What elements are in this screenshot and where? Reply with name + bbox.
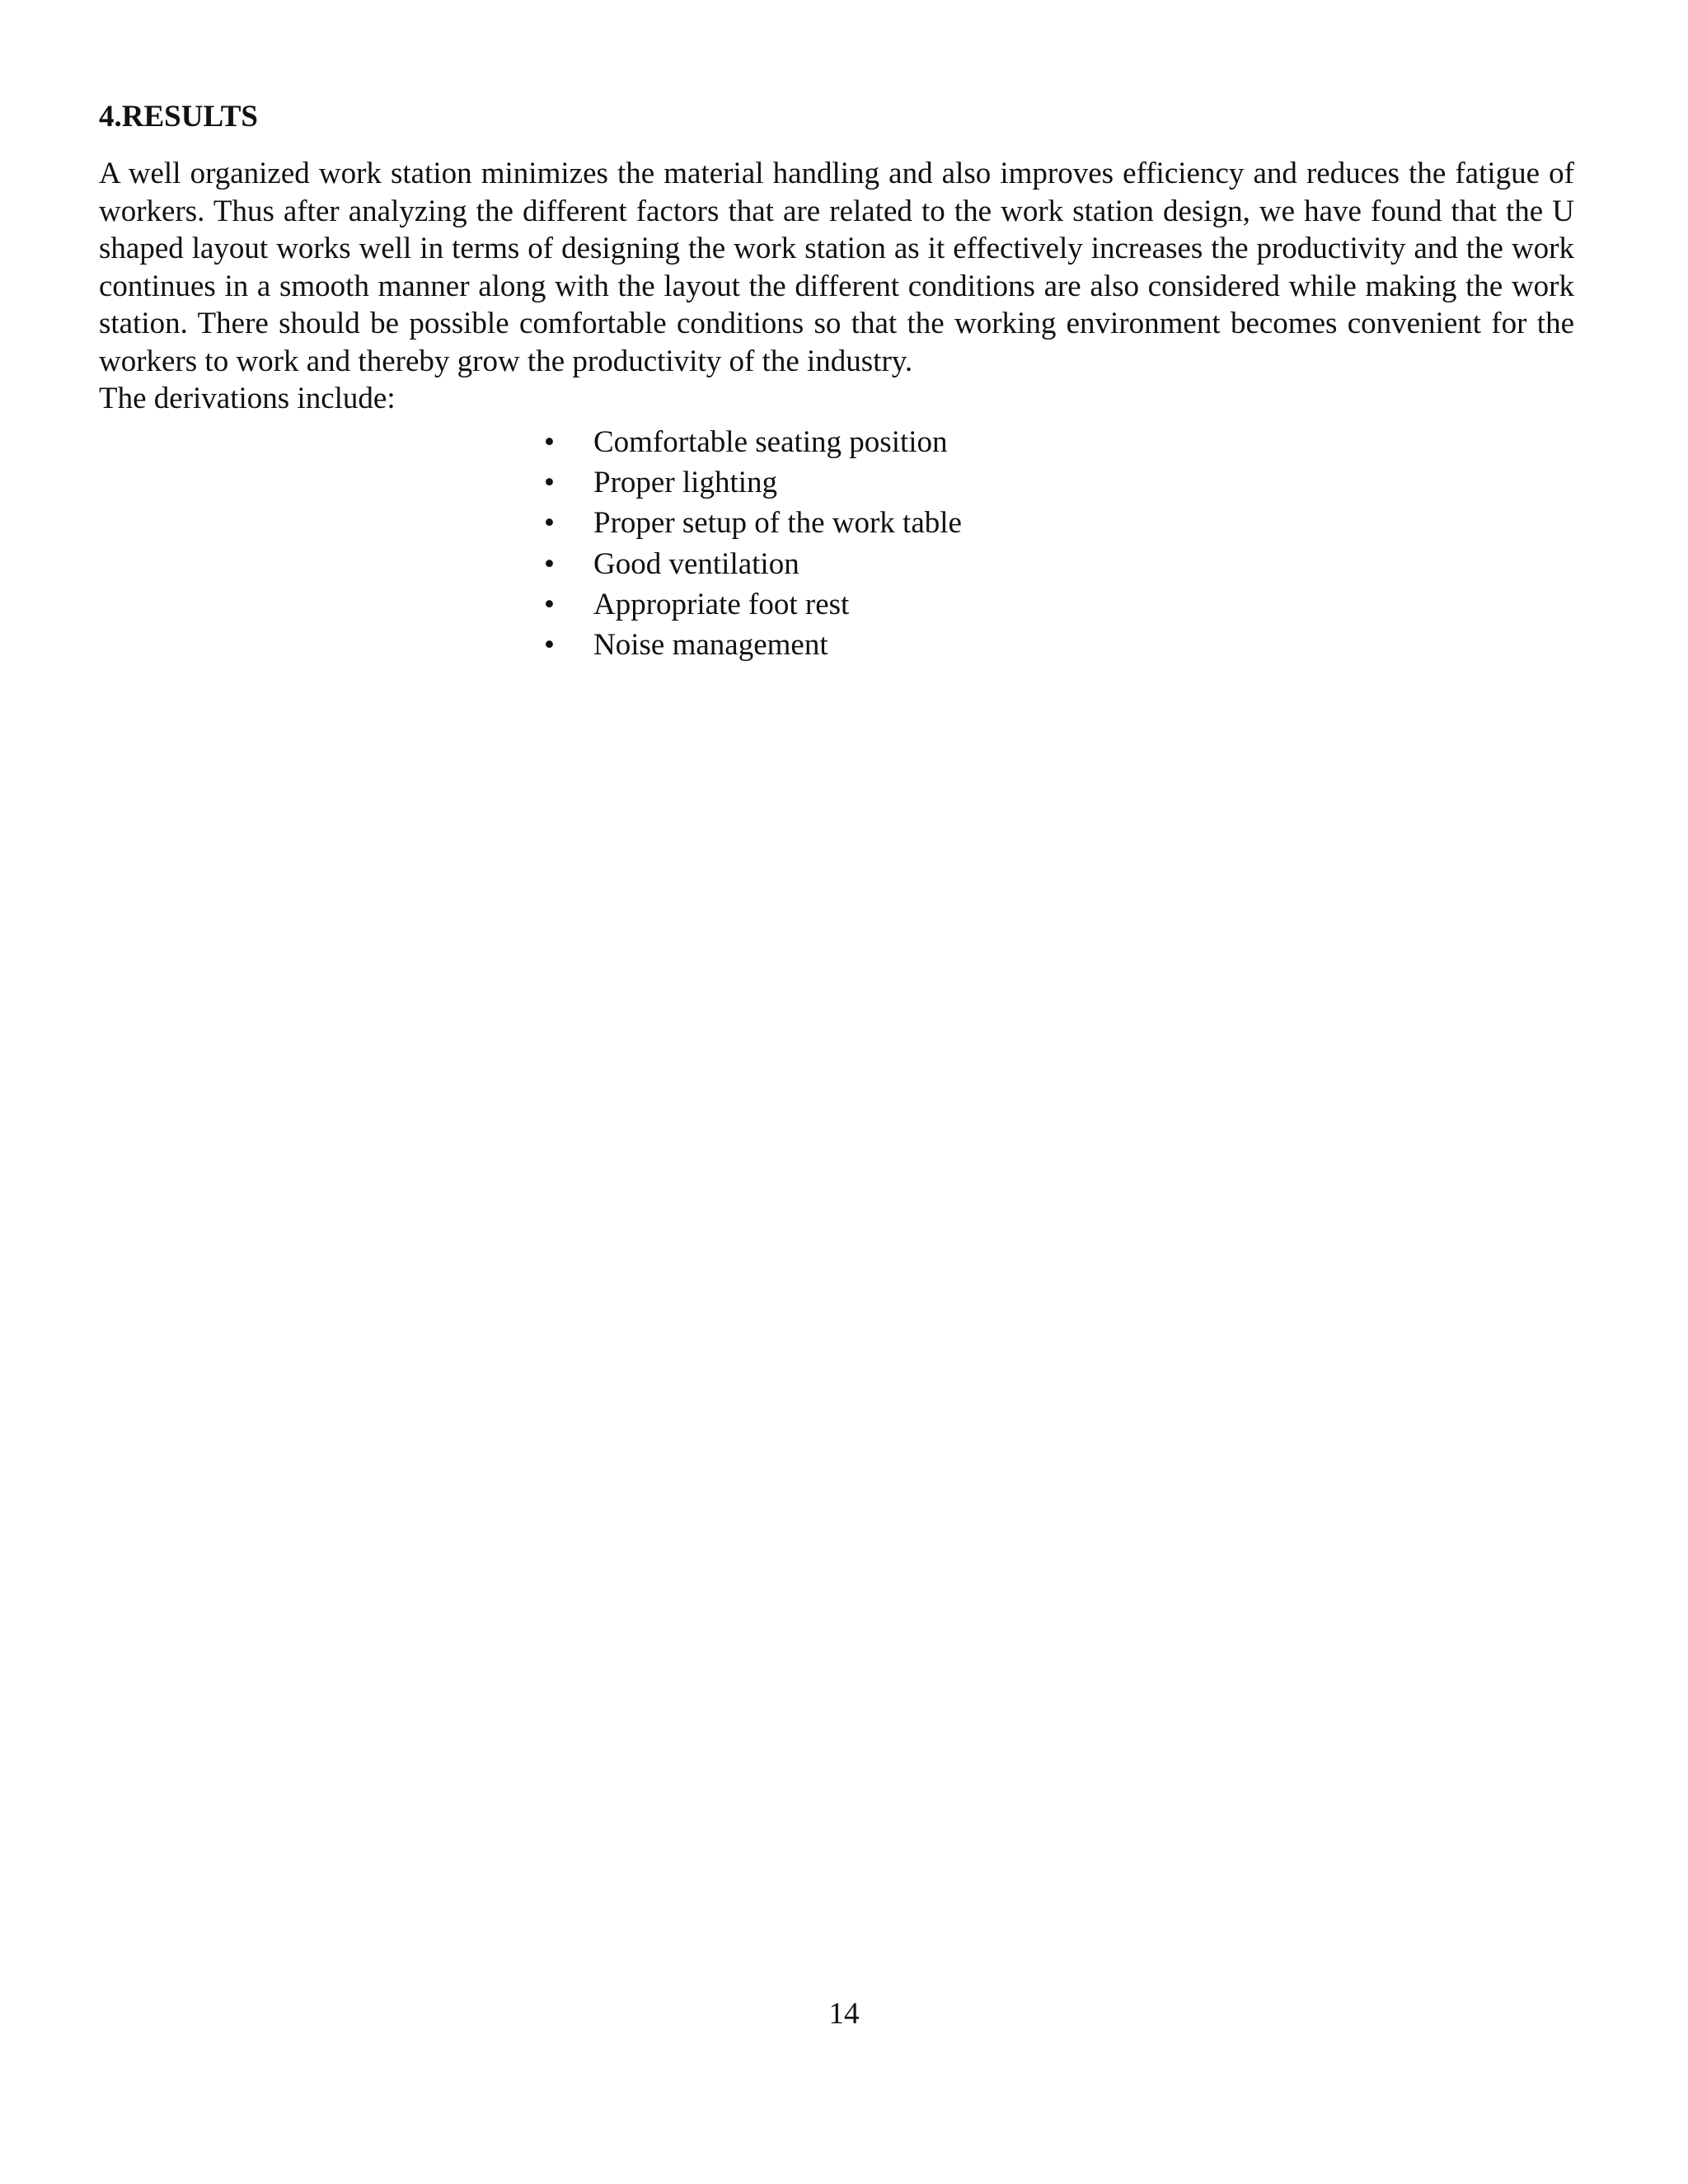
list-item xyxy=(544,503,962,543)
bullet-icon: • xyxy=(544,466,555,500)
bullet-icon: • xyxy=(544,425,555,459)
section-heading: 4.RESULTS xyxy=(99,100,258,134)
page-number: 14 xyxy=(828,1997,860,2031)
list-item-text: Proper lighting xyxy=(593,466,778,500)
list-item-text: Good ventilation xyxy=(593,546,799,581)
list-item xyxy=(544,544,962,584)
list-item xyxy=(544,625,962,665)
list-item-text: Proper setup of the work table xyxy=(593,506,962,541)
bullet-icon: • xyxy=(544,628,555,663)
bullet-icon: • xyxy=(544,506,555,541)
list-item-text: Comfortable seating position xyxy=(593,425,948,459)
derivations-list xyxy=(544,422,962,665)
results-paragraph xyxy=(99,155,1574,418)
derivations-intro: The derivations include: xyxy=(99,382,396,415)
list-item-text: Noise management xyxy=(593,628,828,663)
list-item-text: Appropriate foot rest xyxy=(593,587,850,621)
list-item xyxy=(544,584,962,625)
bullet-icon: • xyxy=(544,546,555,581)
bullet-icon: • xyxy=(544,587,555,621)
paragraph-text: A well organized work station minimizes the material handling and also improves efficiency and reduces the fatigue of workers. Thus after analyzing the different factors that are related to the work station design, we have found that the U shaped layout works well in terms of designing the work station as it effectively increases the productivity and the work continues in a smooth manner along with the layout the different conditions are also considered while making the work station. There should be possible comfortable conditions so that the working environment becomes convenient for the workers to work and thereby grow the productivity of the industry. xyxy=(99,157,1574,378)
list-item xyxy=(544,462,962,503)
list-item xyxy=(544,422,962,462)
